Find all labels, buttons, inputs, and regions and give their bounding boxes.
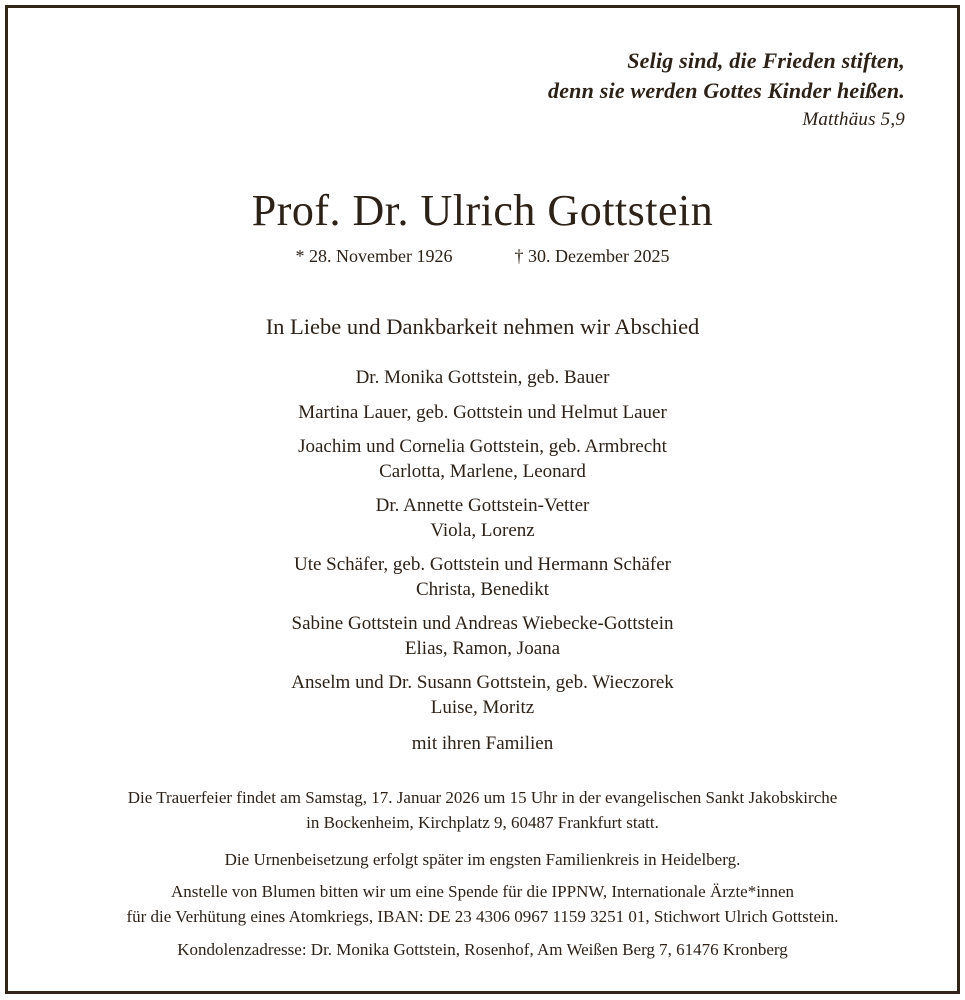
funeral-notice (8, 785, 957, 835)
mourner-line: Ute Schäfer, geb. Gottstein und Hermann Schäfer (293, 554, 671, 575)
mourner-line: Sabine Gottstein und Andreas Wiebecke-Gottstein (291, 613, 674, 634)
mourner-children-line: Viola, Lorenz (430, 519, 535, 541)
mourners-list (8, 366, 957, 720)
quote-line-1: Selig sind, die Frieden stiften, (627, 48, 905, 73)
donation-notice (8, 879, 957, 929)
quote-citation: Matthäus 5,9 (802, 109, 905, 130)
mourner-group (8, 494, 957, 543)
mourner-group (8, 435, 957, 484)
obituary-frame (5, 5, 960, 994)
quote-line-2: denn sie werden Gottes Kinder heißen. (548, 78, 905, 103)
mourner-line: Dr. Annette Gottstein-Vetter (375, 495, 590, 516)
life-dates (8, 245, 957, 268)
farewell-line: In Liebe und Dankbarkeit nehmen wir Abschied (265, 314, 700, 339)
mourner-children-line: Luise, Moritz (430, 696, 535, 718)
mourner-children-line: Christa, Benedikt (416, 578, 549, 600)
notices-section (8, 785, 957, 962)
birth-date: * 28. November 1926 (295, 246, 453, 266)
donation-notice-line-2: für die Verhütung eines Atomkriegs, IBAN: DE 23 4306 0967 1159 3251 01, Stichwort Ulrich Gottstein. (126, 906, 839, 926)
donation-notice-line-1: Anstelle von Blumen bitten wir um eine Spende für die IPPNW, Internationale Ärzte*innen (170, 881, 795, 901)
mourner-group (8, 366, 957, 391)
death-date: † 30. Dezember 2025 (514, 246, 670, 266)
mourner-children-line: Carlotta, Marlene, Leonard (379, 460, 586, 482)
mourner-line: Dr. Monika Gottstein, geb. Bauer (355, 367, 610, 388)
mourner-line: Anselm und Dr. Susann Gottstein, geb. Wieczorek (291, 672, 674, 693)
deceased-name: Prof. Dr. Ulrich Gottstein (251, 186, 714, 235)
mourner-group (8, 671, 957, 720)
funeral-notice-line-2: in Bockenheim, Kirchplatz 9, 60487 Frankfurt statt. (306, 812, 659, 832)
mourner-line: Joachim und Cornelia Gottstein, geb. Armbrecht (298, 436, 667, 457)
mourner-group (8, 401, 957, 426)
mourner-group (8, 612, 957, 661)
mourner-line: Martina Lauer, geb. Gottstein und Helmut Lauer (298, 401, 667, 423)
scripture-quote (8, 46, 905, 134)
mourner-group (8, 553, 957, 602)
mourner-children-line: Elias, Ramon, Joana (404, 637, 561, 659)
urn-burial-notice: Die Urnenbeisetzung erfolgt später im engsten Familienkreis in Heidelberg. (224, 849, 741, 869)
condolence-address: Kondolenzadresse: Dr. Monika Gottstein, Rosenhof, Am Weißen Berg 7, 61476 Kronberg (177, 939, 788, 959)
funeral-notice-line-1: Die Trauerfeier findet am Samstag, 17. Januar 2026 um 15 Uhr in der evangelischen Sankt Jakobskirche (127, 787, 838, 807)
closing-line: mit ihren Familien (411, 733, 554, 754)
